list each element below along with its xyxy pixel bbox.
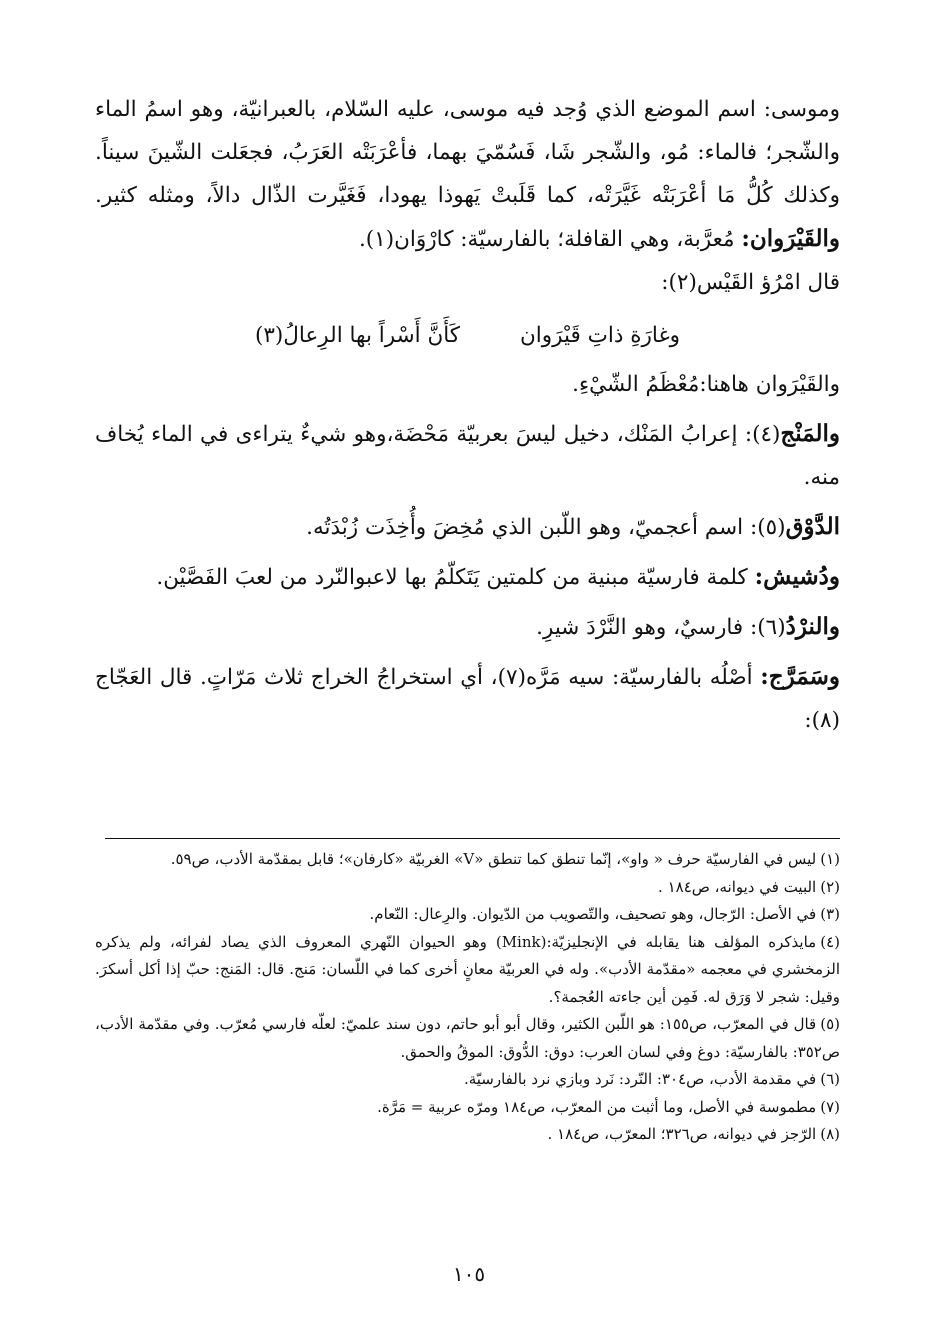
verse-right-hemistich: وغارَةِ ذاتِ قَيْرَوان bbox=[520, 323, 681, 348]
entry-dushish-text: كلمة فارسيّة مبنية من كلمتين يَتَكلّمُ بها لاعبوالنّرد من لعبَ الفَصَّيْن. bbox=[156, 565, 748, 590]
entry-nard-text: (٦): فارسيٌ، وهو النَّرْدَ شيرِ. bbox=[536, 615, 786, 640]
footnote-2-number: (٢) bbox=[820, 877, 840, 896]
footnote-5 bbox=[95, 1011, 840, 1066]
entry-dawq bbox=[95, 505, 840, 549]
paragraph-qayrawan-text: مُعرَّبة، وهي القافلة؛ بالفارسيّة: كارْوَان(١). bbox=[358, 227, 735, 252]
page-body bbox=[95, 88, 840, 742]
footnotes bbox=[95, 846, 840, 1149]
term-nard: والنرْدُ bbox=[785, 613, 840, 640]
footnote-5-text: قال في المعرّب، ص١٥٥: هو اللّبن الكثير، وقال أبو أبو حاتم، دون سند علميّ: لعلّه فارسي مُعرّب. وفي مقدّمة الأدب، ص٣٥٢: بالفارسيّة: دوغ وفي لسان العرب: دوق: الدُّوق: الموقُ والحمق. bbox=[95, 1015, 840, 1061]
footnote-8 bbox=[95, 1121, 840, 1149]
footnote-7-text: مطموسة في الأصل، وما أثبت من المعرّب، ص١٨٤ ومرّه عربية = مَرَّة. bbox=[377, 1097, 817, 1116]
term-dawq: الدَّوْق bbox=[785, 513, 840, 540]
verse-left-hemistich: كَأَنَّ أَسْراً بها الرِعالُ(٣) bbox=[254, 323, 461, 348]
footnote-8-number: (٨) bbox=[820, 1125, 840, 1143]
entry-samarraj-text: أصْلُه بالفارسيّة: سيه مَرَّه(٧)، أي استخراجُ الخراج ثلاث مَرّاتٍ. قال العَجّاج (٨): bbox=[95, 665, 840, 733]
entry-manj-text: (٤): إعرابُ المَنْك، دخيل ليسَ بعربيّة مَحْضَة،وهو شيءٌ يتراءى في الماء يُخاف منه. bbox=[95, 422, 840, 490]
entry-dushish bbox=[95, 555, 840, 599]
term-manj: والمَنْج bbox=[780, 420, 840, 447]
footnote-3-text: في الأصل: الرّجال، وهو تصحيف، والتّصويب من الدّيوان. والرِعال: النّعام. bbox=[369, 905, 817, 923]
entry-dawq-text: (٥): اسم أعجميّ، وهو اللّبن الذي مُخِضَ وأُخِذَت زُبْدَتُه. bbox=[306, 515, 786, 540]
footnote-8-text: الرّجز في ديوانه، ص٣٢٦؛ المعرّب، ص١٨٤ . bbox=[547, 1125, 817, 1143]
paragraph-musa-text: وموسى: اسم الموضع الذي وُجد فيه موسى، عليه السّلام، بالعبرانيّة، وهو اسمُ الماء والشّجر؛ فالماء: مُو، والشّجر شَا، فَسُمّيَ بهما، فأعْرَبَتْه العَرَبُ، فجعَلت الشّينَ سيناً. وكذلك كُلُّ مَا أعْرَبَتْه غَيَّرَتْه، كما قَلَبتْ يَهوذا يهودا، فَغَيَّرت الذّال دالاً، ومثله كثير. bbox=[95, 97, 840, 208]
entry-samarraj bbox=[95, 655, 840, 742]
footnote-2-text: البيت في ديوانه، ص١٨٤ . bbox=[658, 877, 817, 896]
page-number: ١٠٥ bbox=[452, 1262, 486, 1286]
footnote-7-number: (٧) bbox=[820, 1097, 840, 1116]
term-samarraj: وسَمَرَّج: bbox=[760, 663, 840, 690]
entry-nard bbox=[95, 605, 840, 649]
entry-manj bbox=[95, 412, 840, 499]
paragraph-qayrawan-meaning: والقَيْرَوان هاهنا:مُعْظَمُ الشّيْءِ. bbox=[572, 372, 840, 397]
footnote-3-number: (٣) bbox=[820, 905, 840, 923]
footnote-4-number: (٤) bbox=[820, 932, 840, 951]
footnote-6-text: في مقدمة الأدب، ص٣٠٤: النّرد: نَرد وبازي نرد بالفارسيّة. bbox=[463, 1070, 817, 1088]
term-dushish: ودُشيش: bbox=[754, 563, 840, 590]
footnote-divider bbox=[105, 838, 840, 839]
footnote-6 bbox=[95, 1066, 840, 1094]
verse-intro: قال امْرُؤ القَيْس(٢): bbox=[661, 270, 840, 295]
term-qayrawan: والقَيْرَوان: bbox=[741, 225, 840, 252]
footnote-5-number: (٥) bbox=[820, 1015, 840, 1033]
footnote-4-text: مايذكره المؤلف هنا يقابله في الإنجليزيّة:(Mink) وهو الحيوان النّهري المعروف الذي يصاد لفرائه، ولم يذكره الزمخشري في معجمه «مقدّمة الأدب». وله في العربيّة معانٍ أخرى كما في اللّسان: مَنج. قال: المَنج: حبّ إذا أكل أسكرَ. وقيل: شجر لا وَرَق له. فَمِن أين جاءته العُجمة؟. bbox=[95, 932, 840, 1006]
footnote-1 bbox=[95, 846, 840, 874]
footnote-3 bbox=[95, 901, 840, 929]
poem-verse bbox=[95, 314, 840, 357]
footnote-4 bbox=[95, 929, 840, 1012]
footnote-7 bbox=[95, 1094, 840, 1122]
footnote-1-number: (١) bbox=[820, 850, 840, 868]
footnote-2 bbox=[95, 874, 840, 902]
footnote-1-text: ليس في الفارسيّة حرف « واو»، إنّما تنطق كما تنطق «V» الغربيّة «كارفان»؛ قابل بمقدّمة الأدب، ص٥٩. bbox=[170, 850, 817, 868]
footnote-6-number: (٦) bbox=[820, 1070, 840, 1088]
paragraph-musa bbox=[95, 88, 840, 261]
